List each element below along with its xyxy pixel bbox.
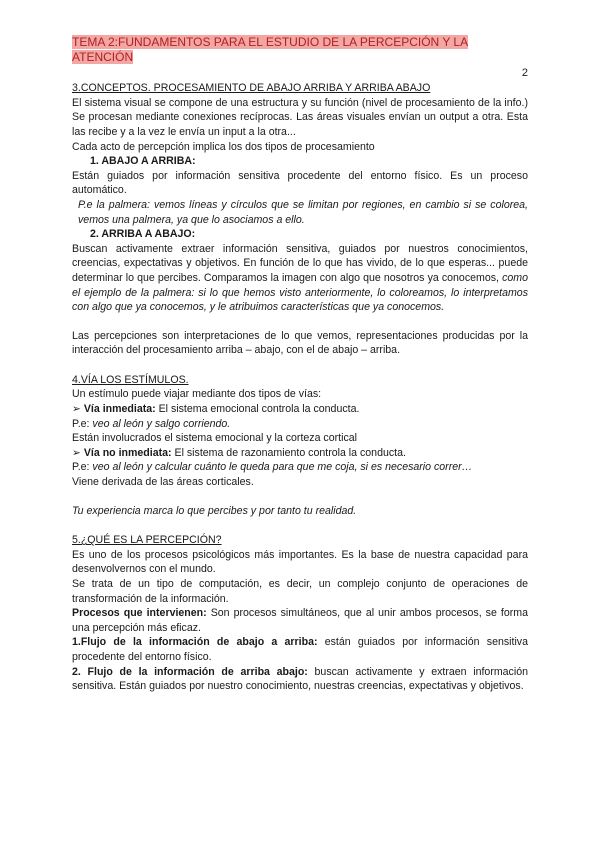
document-title: TEMA 2:FUNDAMENTOS PARA EL ESTUDIO DE LA PERCEPCIÓN Y LA ATENCIÓN [72, 35, 469, 64]
section-5-p1: Es uno de los procesos psicológicos más importantes. Es la base de nuestra capacidad para desenvolvernos con el mundo. [72, 548, 528, 576]
section-4-intro: Un estímulo puede viajar mediante dos tipos de vías: [72, 388, 322, 401]
processes-label: Procesos que intervienen: [72, 607, 207, 620]
immediate-example-text: veo al león y salgo corriendo. [89, 417, 231, 430]
top-down-example: como el ejemplo de la palmera: si lo que hemos visto anteriormente, lo coloreamos, lo interpretamos con algo que ya conocemos, y le atribuimos características que ya conocemos. [72, 271, 528, 314]
section-3-intro2: Cada acto de percepción implica los dos tipos de procesamiento [72, 140, 375, 153]
section-3-heading: 3.CONCEPTOS. PROCESAMIENTO DE ABAJO ARRIBA Y ARRIBA ABAJO [72, 82, 431, 95]
flow-top-down [72, 665, 528, 694]
immediate-example [72, 417, 528, 432]
arrow-icon: ➢ [72, 446, 81, 459]
pe-label: P.e: [72, 461, 90, 474]
perception-summary: Las percepciones son interpretaciones de lo que vemos, representaciones producidas por la interacción del procesamiento arriba – abajo, con el de abajo – arriba. [72, 329, 528, 357]
bottom-up-example: P.e la palmera: vemos líneas y círculos que se limitan por regiones, en cambio si se colorea, vemos una palmera, ya que lo asociamos a ello. [78, 198, 528, 226]
section-5-p2: Se trata de un tipo de computación, es decir, un complejo conjunto de operaciones de transformación de la información. [72, 578, 528, 605]
cortical-origin: Viene derivada de las áreas corticales. [72, 476, 254, 489]
immediate-route [72, 402, 528, 417]
non-immediate-example [72, 460, 528, 475]
involved-systems: Están involucrados el sistema emocional y la corteza cortical [72, 432, 357, 445]
processes-paragraph [72, 606, 528, 635]
flow-bottom-up [72, 635, 528, 664]
non-immediate-route-text: El sistema de razonamiento controla la conducta. [171, 446, 406, 459]
section-4-heading: 4.VÍA LOS ESTÍMULOS. [72, 373, 189, 386]
flow-bottom-up-label: 1.Flujo de la información de abajo a arriba: [72, 636, 318, 649]
bottom-up-text: Están guiados por información sensitiva procedente del entorno físico. Es un proceso automático. [72, 169, 528, 197]
document-page [72, 36, 528, 694]
top-down-text [72, 242, 528, 315]
section-5-heading: 5.¿QUÉ ES LA PERCEPCIÓN? [72, 534, 222, 547]
experience-quote: Tu experiencia marca lo que percibes y por tanto tu realidad. [72, 504, 357, 517]
title-block [72, 36, 472, 65]
non-immediate-route [72, 446, 528, 461]
flow-bottom-up-text: están guiados por información sensitiva procedente del entorno físico. [72, 636, 528, 663]
non-immediate-route-label: Vía no inmediata: [83, 446, 172, 459]
bottom-up-heading: 1. ABAJO A ARRIBA: [90, 155, 196, 168]
top-down-text-main: Buscan activamente extraer información sensitiva, guiados por nuestros conocimientos, creencias, expectativas y objetivos. En función de lo que has vivido, de lo que esperas... puede determinar lo que percibes. Comparamos la imagen con algo que nosotros ya conocemos, [72, 242, 528, 284]
flow-top-down-label: 2. Flujo de la información de arriba abajo: [72, 665, 308, 678]
non-immediate-example-text: veo al león y calcular cuánto le queda para que me coja, si es necesario correr… [89, 461, 473, 474]
section-3-intro: El sistema visual se compone de una estructura y su función (nivel de procesamiento de la info.) Se procesan mediante conexiones recíprocas. Las áreas visuales envían un output a otra. Esta las recibe y a la vez le envía un input a la otra... [72, 96, 528, 138]
page-number: 2 [521, 67, 528, 79]
pe-label: P.e: [72, 417, 90, 430]
immediate-route-label: Vía inmediata: [83, 403, 156, 416]
arrow-icon: ➢ [72, 403, 81, 416]
top-down-heading: 2. ARRIBA A ABAJO: [90, 228, 196, 241]
immediate-route-text: El sistema emocional controla la conducta. [155, 403, 360, 416]
flow-top-down-text: buscan activamente y extraen información sensitiva. Están guiados por nuestro conocimiento, nuestras creencias, expectativas y objetivos. [72, 665, 528, 693]
processes-text: Son procesos simultáneos, que al unir ambos procesos, se forma una percepción más eficaz. [72, 607, 528, 634]
